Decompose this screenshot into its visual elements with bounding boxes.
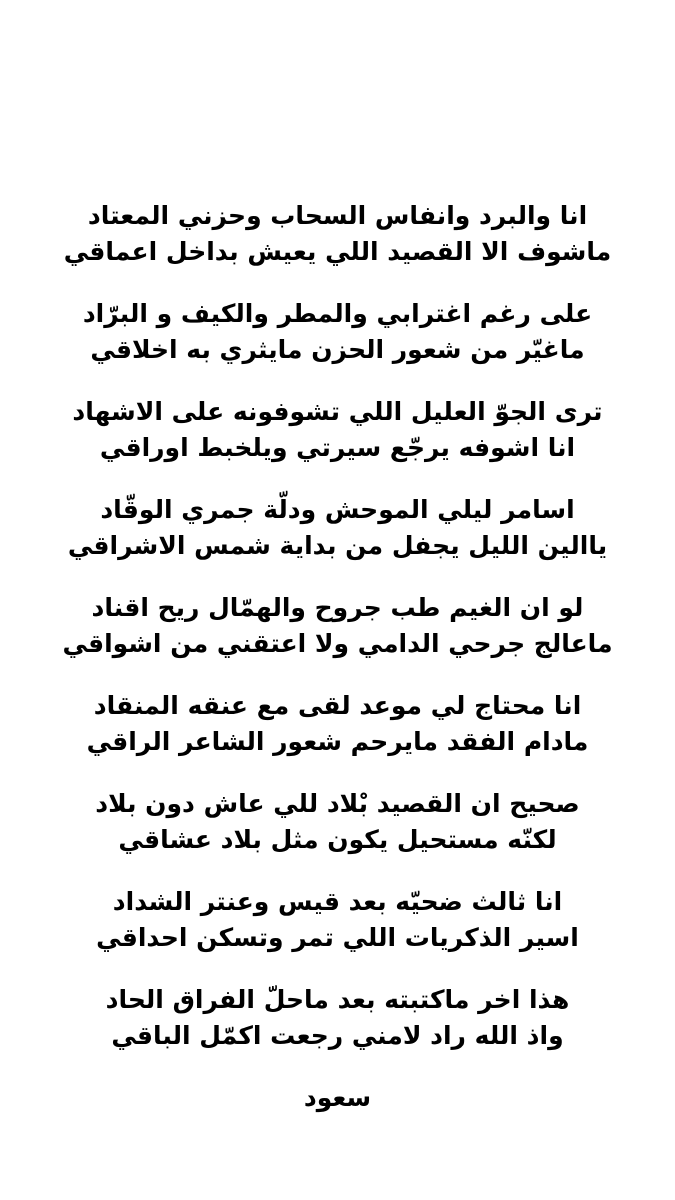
stanza-7 [0,786,675,858]
stanza-8 [0,884,675,956]
poem-line: اسامر ليلي الموحش ودلّة جمري الوقّاد [100,495,575,524]
stanza-6 [0,688,675,760]
stanza-2 [0,296,675,368]
poem-line: ياالين الليل يجفل من بداية شمس الاشراقي [67,531,608,560]
poem-line: ماشوف الا القصيد اللي يعيش بداخل اعماقي [63,237,612,266]
poem-line: صحيح ان القصيد بْلاد للي عاش دون بلاد [95,789,580,818]
poem-body [0,198,675,1116]
poem-line: ماغيّر من شعور الحزن مايثري به اخلاقي [90,335,585,364]
poem-line: لو ان الغيم طب جروح والهمّال ريح اقناد [91,593,584,622]
poem-line: اسير الذكريات اللي تمر وتسكن احداقي [96,923,579,952]
poet-signature: سعود [303,1083,372,1112]
poem-line: انا اشوفه يرجّع سيرتي ويلخبط اوراقي [99,433,576,462]
poem-line: مادام الفقد مايرحم شعور الشاعر الراقي [86,727,589,756]
poem-line: ماعالج جرحي الدامي ولا اعتقني من اشواقي [62,629,613,658]
stanza-9 [0,982,675,1054]
stanza-1 [0,198,675,270]
stanza-5 [0,590,675,662]
poem-line: هذا اخر ماكتبته بعد ماحلّ الفراق الحاد [105,985,570,1014]
poem-line: انا محتاج لي موعد لقى مع عنقه المنقاد [93,691,582,720]
poem-line: واذ الله راد لامني رجعت اكمّل الباقي [111,1021,564,1050]
poem-line: لكنّه مستحيل يكون مثل بلاد عشاقي [118,825,557,854]
stanza-4 [0,492,675,564]
poem-line: على رغم اغترابي والمطر والكيف و البرّاد [82,299,593,328]
stanza-3 [0,394,675,466]
poem-line: انا والبرد وانفاس السحاب وحزني المعتاد [87,201,588,230]
poem-line: ترى الجوّ العليل اللي تشوفونه على الاشهاد [72,397,603,426]
poem-line: انا ثالث ضحيّه بعد قيس وعنتر الشداد [112,887,563,916]
